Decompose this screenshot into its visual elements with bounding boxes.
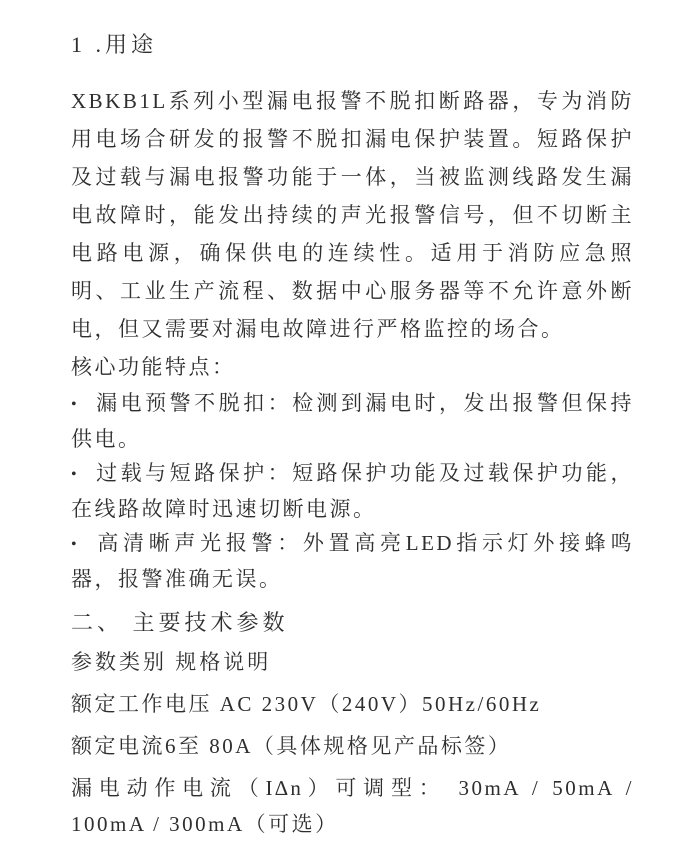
section2-heading: 二、 主要技术参数 <box>71 610 289 635</box>
section1-heading: 1 .用途 <box>71 32 158 57</box>
feature-bullet-leakage-alarm <box>71 386 634 456</box>
feature-bullet-text: 过载与短路保护：短路保护功能及过载保护功能，在线路故障时迅速切断电源。 <box>71 461 634 521</box>
spec-row-leakage-operating-current: 漏电动作电流（I∆n）可调型： 30mA / 50mA / 100mA / 300mA（可选） <box>71 776 634 836</box>
intro-paragraph: XBKB1L系列小型漏电报警不脱扣断路器，专为消防用电场合研发的报警不脱扣漏电保护装置。短路保护及过载与漏电报警功能于一体，当被监测线路发生漏电故障时，能发出持续的声光报警信号，但不切断主电路电源，确保供电的连续性。适用于消防应急照明、工业生产流程、数据中心服务器等不允许意外断电，但又需要对漏电故障进行严格监控的场合。 <box>71 89 634 341</box>
feature-bullet-overload-protection <box>71 456 634 526</box>
bullet-icon: • <box>71 466 80 483</box>
bullet-icon: • <box>71 396 80 413</box>
features-label: 核心功能特点： <box>71 355 236 379</box>
feature-bullet-sound-light-alarm <box>71 526 634 596</box>
bullet-icon: • <box>71 536 80 553</box>
spec-table-header: 参数类别 规格说明 <box>71 650 272 674</box>
spec-row-rated-voltage: 额定工作电压 AC 230V（240V）50Hz/60Hz <box>71 692 542 716</box>
feature-bullet-text: 漏电预警不脱扣：检测到漏电时，发出报警但保持供电。 <box>71 391 634 451</box>
spec-row-rated-current: 额定电流6至 80A（具体规格见产品标签） <box>71 734 512 758</box>
feature-bullet-text: 高清晰声光报警：外置高亮LED指示灯外接蜂鸣器，报警准确无误。 <box>71 531 634 591</box>
